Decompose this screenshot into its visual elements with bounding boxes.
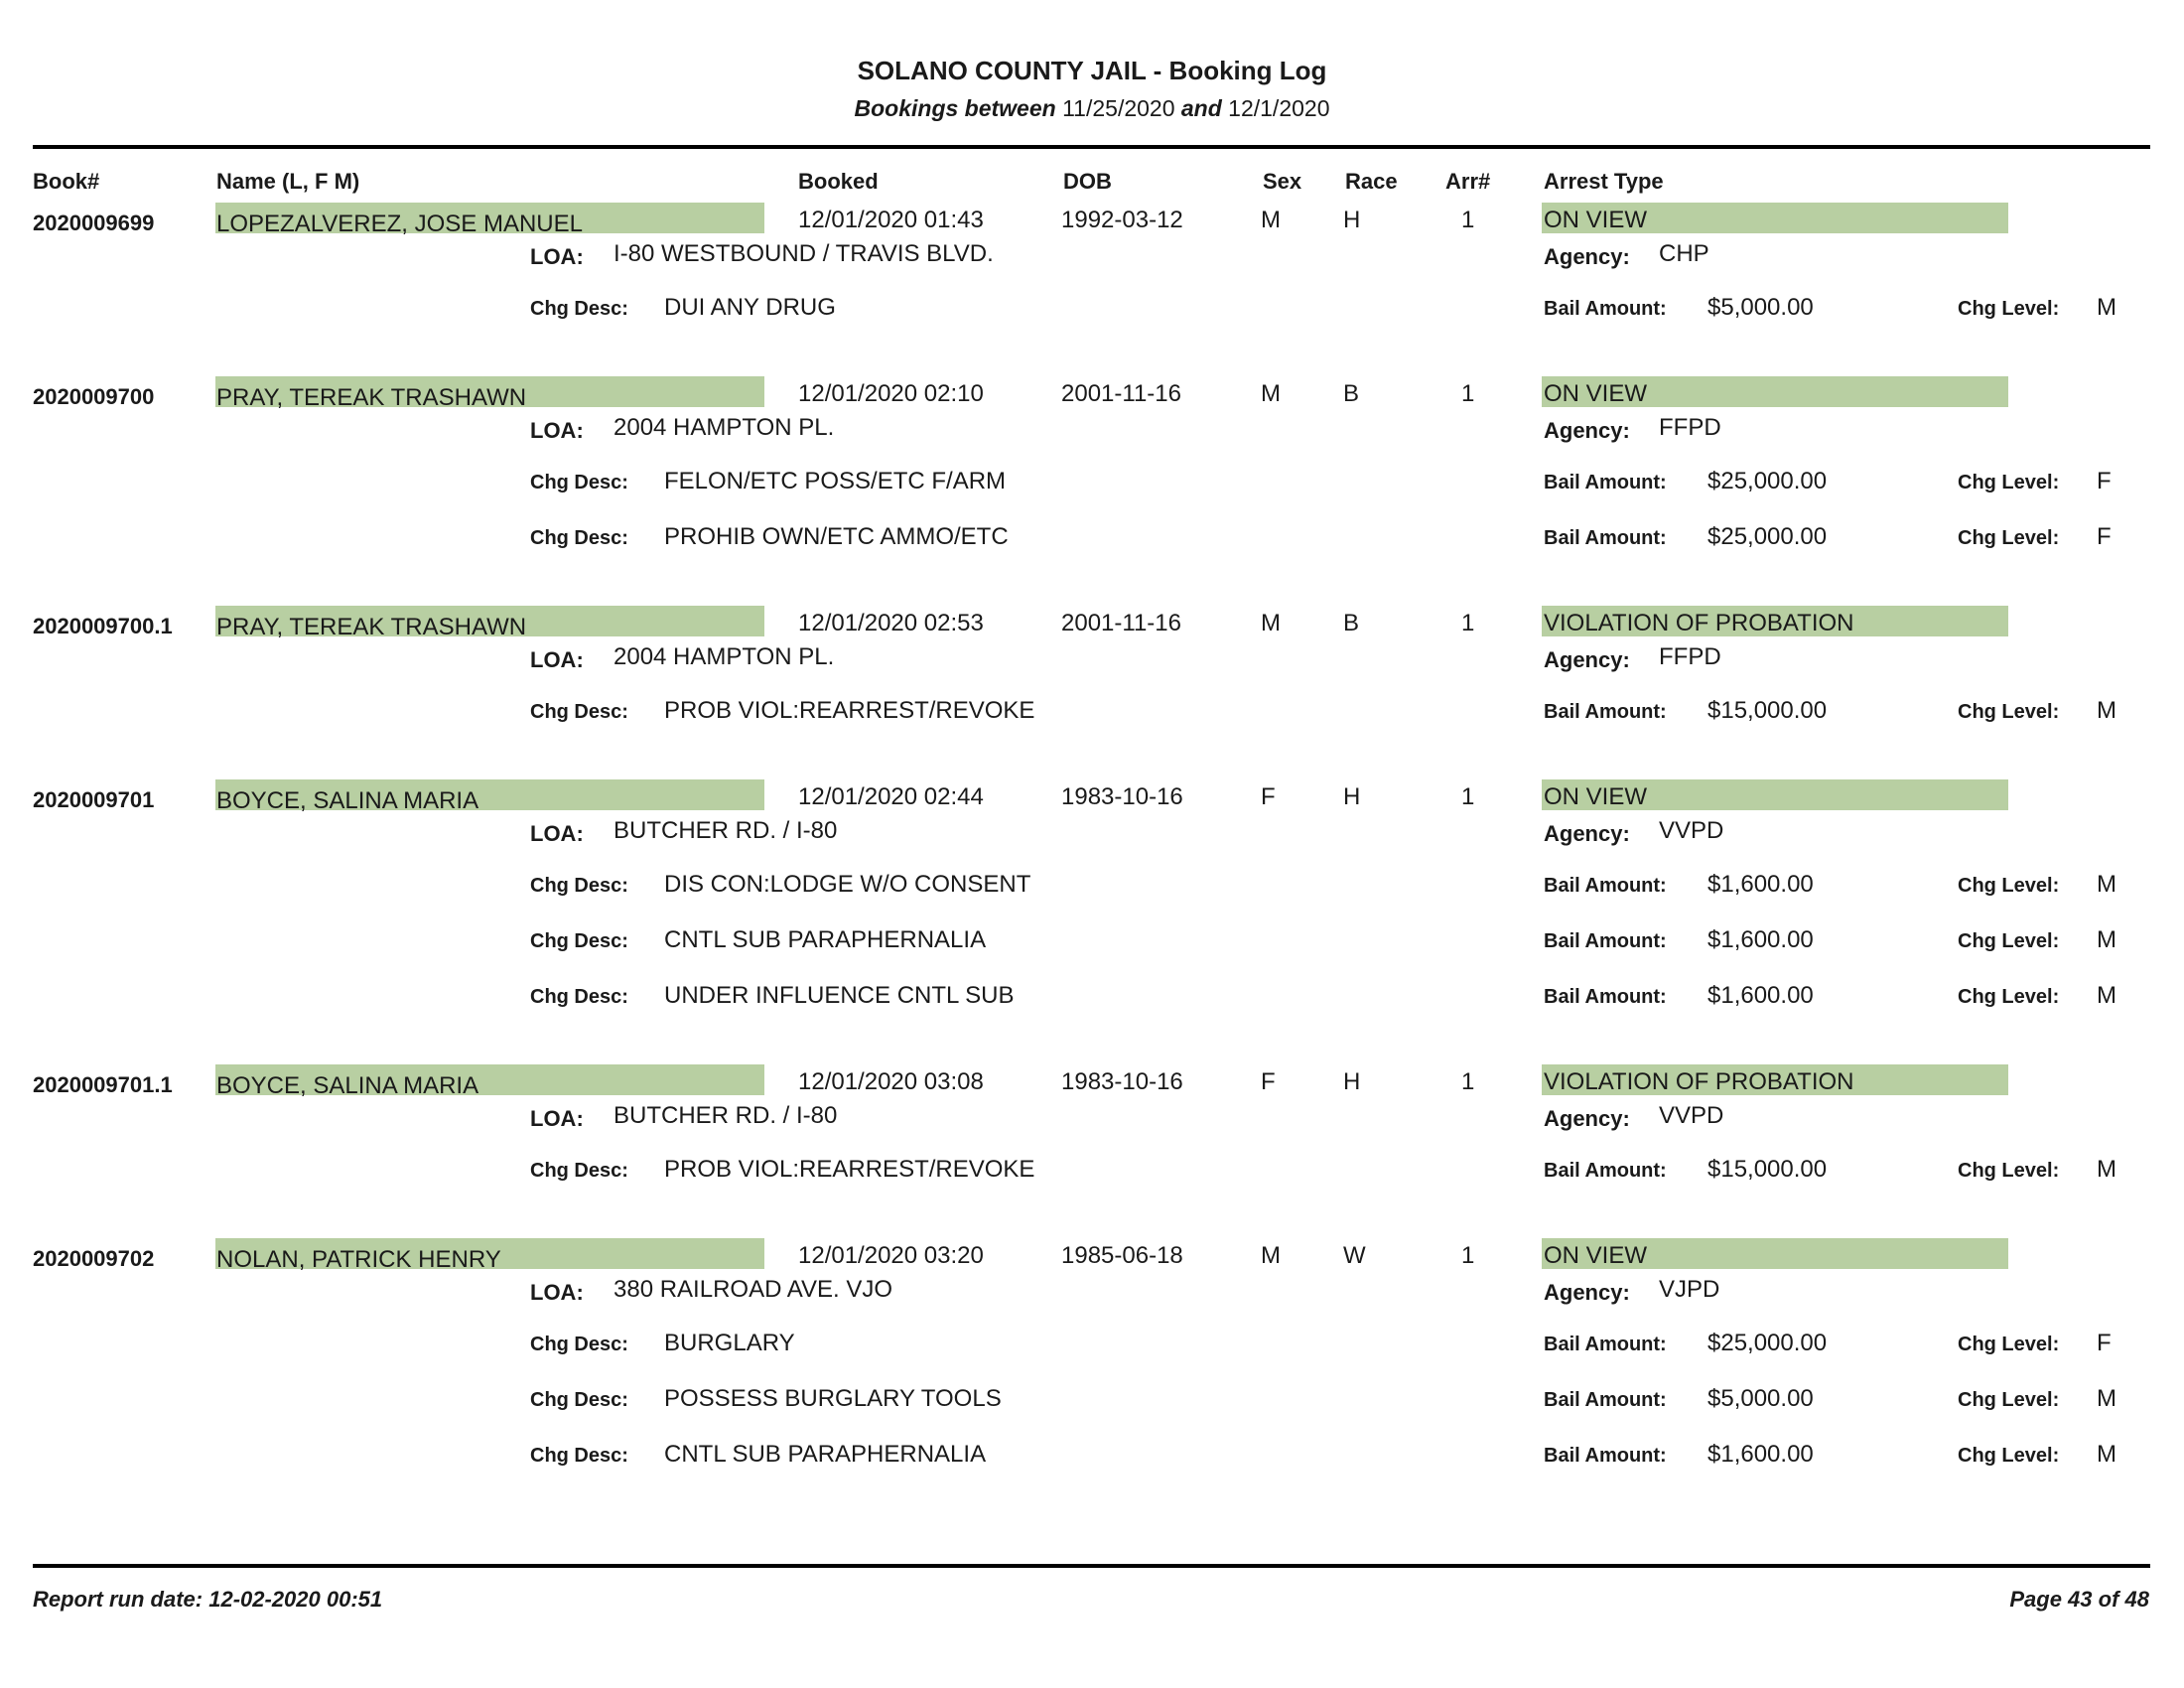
bail-amount: $1,600.00 [1707,871,1814,898]
agency-label: Agency: [1544,821,1630,846]
book-number: 2020009701.1 [33,1072,173,1097]
inmate-name: PRAY, TEREAK TRASHAWN [216,384,527,411]
charge-level: M [2097,294,2116,321]
agency: VVPD [1659,817,1724,844]
book-number: 2020009700 [33,384,155,409]
book-number: 2020009699 [33,211,155,235]
race: H [1343,207,1361,233]
charge-level: F [2097,468,2112,494]
inmate-name: BOYCE, SALINA MARIA [216,787,479,814]
bail-amount-label: Bail Amount: [1544,701,1667,723]
charge-desc-label: Chg Desc: [530,1389,628,1411]
charge-desc-label: Chg Desc: [530,986,628,1008]
loa-label: LOA: [530,821,584,846]
report-subtitle [0,95,2184,122]
loa-label: LOA: [530,244,584,269]
location-of-arrest: I-80 WESTBOUND / TRAVIS BLVD. [614,240,994,267]
loa-label: LOA: [530,1280,584,1305]
charge-level-label: Chg Level: [1958,930,2060,952]
charge-level-label: Chg Level: [1958,472,2060,493]
end-date: 12/1/2020 [1228,95,1330,121]
bail-amount: $25,000.00 [1707,468,1828,494]
sex: F [1261,1068,1276,1095]
page-number: Page 43 of 48 [2009,1587,2149,1612]
loa-label: LOA: [530,1106,584,1131]
inmate-name: NOLAN, PATRICK HENRY [216,1246,501,1273]
arrest-type: ON VIEW [1544,207,1648,233]
charge-level-label: Chg Level: [1958,1389,2060,1411]
arrest-type: ON VIEW [1544,1242,1648,1269]
arrest-number: 1 [1461,1242,1475,1269]
charge-level-label: Chg Level: [1958,1160,2060,1182]
bail-amount: $5,000.00 [1707,294,1814,321]
agency-label: Agency: [1544,244,1630,269]
charge-description: CNTL SUB PARAPHERNALIA [664,1441,987,1468]
charge-description: POSSESS BURGLARY TOOLS [664,1385,1002,1412]
inmate-name: BOYCE, SALINA MARIA [216,1072,479,1099]
col-header-name: Name (L, F M) [216,169,360,194]
col-header-arr: Arr# [1445,169,1491,194]
bail-amount: $1,600.00 [1707,1441,1814,1468]
book-number: 2020009701 [33,787,155,812]
location-of-arrest: 380 RAILROAD AVE. VJO [614,1276,893,1303]
race: H [1343,1068,1361,1095]
charge-description: DIS CON:LODGE W/O CONSENT [664,871,1031,898]
col-header-sex: Sex [1263,169,1302,194]
booked-datetime: 12/01/2020 01:43 [798,207,984,233]
bail-amount: $15,000.00 [1707,697,1828,724]
arrest-number: 1 [1461,610,1475,636]
location-of-arrest: BUTCHER RD. / I-80 [614,1102,838,1129]
col-header-arrest-type: Arrest Type [1544,169,1664,194]
report-title: SOLANO COUNTY JAIL - Booking Log [857,56,1327,85]
charge-level-label: Chg Level: [1958,1445,2060,1467]
date-of-birth: 1983-10-16 [1061,783,1183,810]
charge-level: F [2097,1330,2112,1356]
sex: M [1261,1242,1281,1269]
bail-amount-label: Bail Amount: [1544,472,1667,493]
sex: M [1261,610,1281,636]
agency: CHP [1659,240,1709,267]
charge-desc-label: Chg Desc: [530,875,628,897]
charge-description: DUI ANY DRUG [664,294,836,321]
bail-amount-label: Bail Amount: [1544,1389,1667,1411]
bail-amount-label: Bail Amount: [1544,986,1667,1008]
bail-amount-label: Bail Amount: [1544,875,1667,897]
bail-amount: $25,000.00 [1707,523,1828,550]
location-of-arrest: 2004 HAMPTON PL. [614,414,835,441]
arrest-number: 1 [1461,783,1475,810]
charge-desc-label: Chg Desc: [530,472,628,493]
bail-amount: $5,000.00 [1707,1385,1814,1412]
charge-desc-label: Chg Desc: [530,527,628,549]
charge-level: M [2097,926,2116,953]
arrest-number: 1 [1461,1068,1475,1095]
charge-description: UNDER INFLUENCE CNTL SUB [664,982,1015,1009]
booked-datetime: 12/01/2020 02:53 [798,610,984,636]
booked-datetime: 12/01/2020 03:08 [798,1068,984,1095]
col-header-booked: Booked [798,169,879,194]
charge-level: M [2097,982,2116,1009]
inmate-name: PRAY, TEREAK TRASHAWN [216,614,527,640]
bail-amount-label: Bail Amount: [1544,1445,1667,1467]
col-header-race: Race [1345,169,1398,194]
footer-rule [33,1564,2150,1568]
bail-amount-label: Bail Amount: [1544,1160,1667,1182]
col-header-book: Book# [33,169,100,194]
charge-description: PROB VIOL:REARREST/REVOKE [664,1156,1035,1183]
charge-desc-label: Chg Desc: [530,930,628,952]
book-number: 2020009700.1 [33,614,173,638]
booked-datetime: 12/01/2020 03:20 [798,1242,984,1269]
charge-level: M [2097,697,2116,724]
agency-label: Agency: [1544,1106,1630,1131]
agency: VJPD [1659,1276,1720,1303]
agency: FFPD [1659,414,1721,441]
arrest-type: ON VIEW [1544,783,1648,810]
charge-level: M [2097,1441,2116,1468]
bail-amount-label: Bail Amount: [1544,527,1667,549]
charge-level-label: Chg Level: [1958,986,2060,1008]
agency-label: Agency: [1544,647,1630,672]
location-of-arrest: 2004 HAMPTON PL. [614,643,835,670]
location-of-arrest: BUTCHER RD. / I-80 [614,817,838,844]
agency: FFPD [1659,643,1721,670]
date-of-birth: 2001-11-16 [1061,380,1181,407]
charge-desc-label: Chg Desc: [530,1445,628,1467]
loa-label: LOA: [530,647,584,672]
arrest-number: 1 [1461,380,1475,407]
charge-description: FELON/ETC POSS/ETC F/ARM [664,468,1007,494]
charge-level: M [2097,1385,2116,1412]
arrest-type: VIOLATION OF PROBATION [1544,1068,1854,1095]
bail-amount-label: Bail Amount: [1544,930,1667,952]
charge-description: CNTL SUB PARAPHERNALIA [664,926,987,953]
subtitle-prefix: Bookings between [854,95,1056,121]
sex: M [1261,207,1281,233]
book-number: 2020009702 [33,1246,155,1271]
charge-level-label: Chg Level: [1958,298,2060,320]
booked-datetime: 12/01/2020 02:10 [798,380,984,407]
bail-amount: $25,000.00 [1707,1330,1828,1356]
charge-desc-label: Chg Desc: [530,1160,628,1182]
charge-description: BURGLARY [664,1330,795,1356]
date-of-birth: 1992-03-12 [1061,207,1183,233]
header-rule [33,145,2150,149]
sex: F [1261,783,1276,810]
subtitle-and: and [1180,95,1222,121]
charge-level-label: Chg Level: [1958,875,2060,897]
sex: M [1261,380,1281,407]
start-date: 11/25/2020 [1062,95,1175,121]
charge-level: M [2097,1156,2116,1183]
date-of-birth: 1985-06-18 [1061,1242,1183,1269]
charge-level-label: Chg Level: [1958,527,2060,549]
booked-datetime: 12/01/2020 02:44 [798,783,984,810]
race: H [1343,783,1361,810]
charge-desc-label: Chg Desc: [530,298,628,320]
charge-desc-label: Chg Desc: [530,701,628,723]
agency: VVPD [1659,1102,1724,1129]
charge-desc-label: Chg Desc: [530,1334,628,1355]
date-of-birth: 1983-10-16 [1061,1068,1183,1095]
race: B [1343,610,1360,636]
bail-amount: $1,600.00 [1707,926,1814,953]
bail-amount: $15,000.00 [1707,1156,1828,1183]
charge-level-label: Chg Level: [1958,1334,2060,1355]
arrest-type: VIOLATION OF PROBATION [1544,610,1854,636]
race: W [1343,1242,1366,1269]
charge-description: PROB VIOL:REARREST/REVOKE [664,697,1035,724]
bail-amount-label: Bail Amount: [1544,298,1667,320]
col-header-dob: DOB [1063,169,1112,194]
charge-level: M [2097,871,2116,898]
bail-amount-label: Bail Amount: [1544,1334,1667,1355]
arrest-number: 1 [1461,207,1475,233]
agency-label: Agency: [1544,1280,1630,1305]
charge-level: F [2097,523,2112,550]
charge-description: PROHIB OWN/ETC AMMO/ETC [664,523,1009,550]
charge-level-label: Chg Level: [1958,701,2060,723]
report-run-date: Report run date: 12-02-2020 00:51 [33,1587,383,1612]
inmate-name: LOPEZALVEREZ, JOSE MANUEL [216,211,583,237]
race: B [1343,380,1360,407]
agency-label: Agency: [1544,418,1630,443]
date-of-birth: 2001-11-16 [1061,610,1181,636]
arrest-type: ON VIEW [1544,380,1648,407]
loa-label: LOA: [530,418,584,443]
bail-amount: $1,600.00 [1707,982,1814,1009]
